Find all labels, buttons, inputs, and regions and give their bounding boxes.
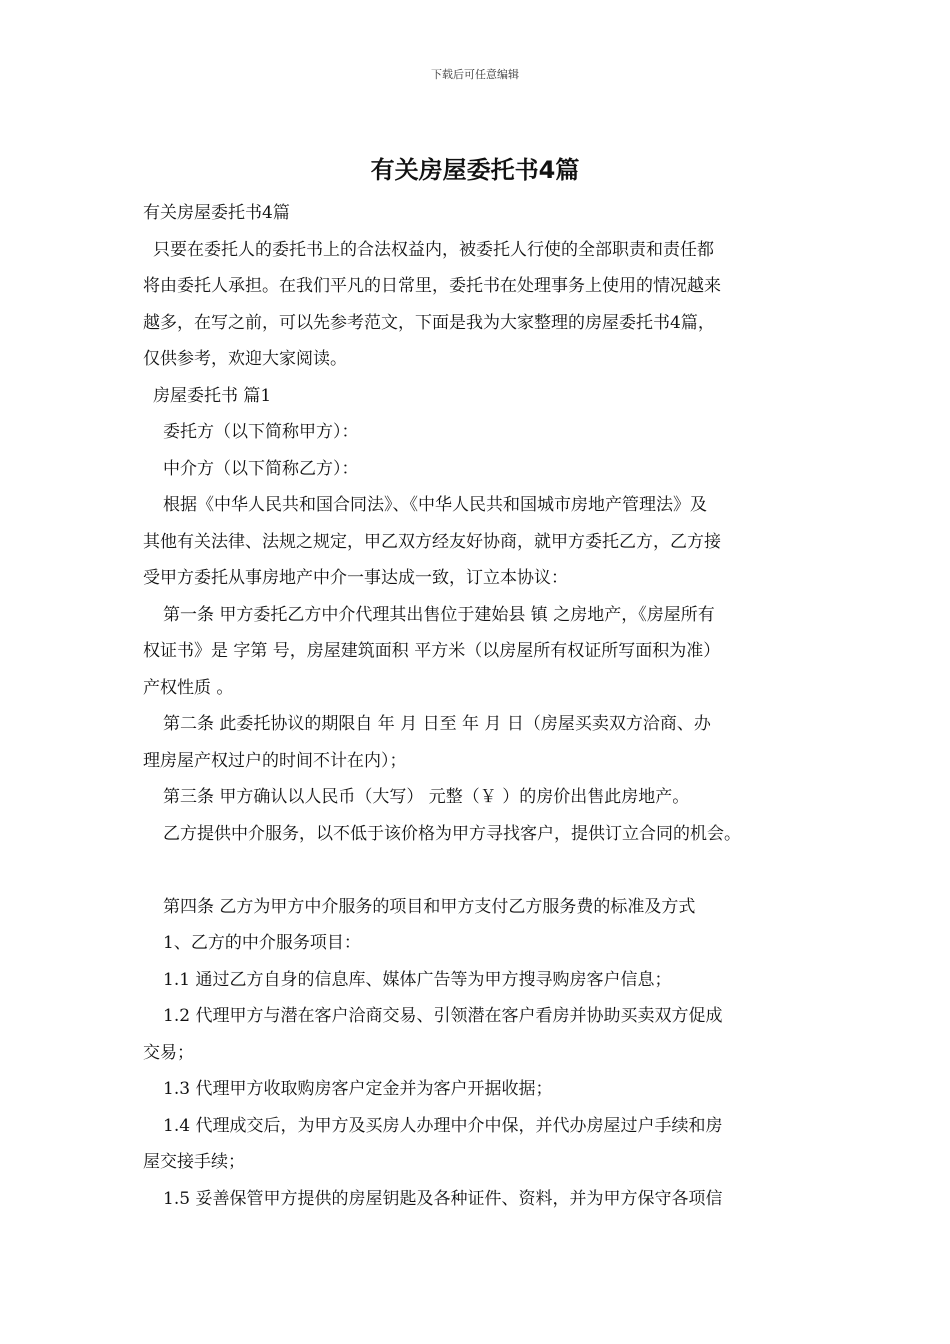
paragraph-line: 受甲方委托从事房地产中介一事达成一致，订立本协议： <box>143 568 568 588</box>
paragraph-line: 中介方（以下简称乙方）： <box>163 458 359 479</box>
paragraph-line: 仅供参考，欢迎大家阅读。 <box>143 349 347 369</box>
paragraph-line: 其他有关法律、法规之规定，甲乙双方经友好协商，就甲方委托乙方，乙方接 <box>143 531 721 552</box>
paragraph-line: 产权性质 。 <box>143 677 234 698</box>
paragraph-line: 第三条 甲方确认以人民币（大写） 元整（￥ ）的房价出售此房地产。 <box>163 787 690 807</box>
paragraph-line: 1.4 代理成交后，为甲方及买房人办理中介中保，并代办房屋过户手续和房 <box>163 1115 723 1136</box>
paragraph-line: 1.1 通过乙方自身的信息库、媒体广告等为甲方搜寻购房客户信息； <box>163 969 672 990</box>
paragraph-line: 将由委托人承担。在我们平凡的日常里，委托书在处理事务上使用的情况越来 <box>143 276 721 296</box>
document-title: 有关房屋委托书4篇 <box>370 156 580 184</box>
paragraph-line: 越多，在写之前，可以先参考范文，下面是我为大家整理的房屋委托书4篇， <box>143 312 715 333</box>
paragraph-line: 屋交接手续； <box>143 1152 245 1172</box>
paragraph-line: 权证书》是 字第 号，房屋建筑面积 平方米（以房屋所有权证所写面积为准） <box>143 641 721 661</box>
paragraph-line: 第一条 甲方委托乙方中介代理其出售位于建始县 镇 之房地产，《房屋所有 <box>163 604 715 625</box>
paragraph-line: 1.3 代理甲方收取购房客户定金并为客户开据收据； <box>163 1079 553 1099</box>
paragraph-line: 1.5 妥善保管甲方提供的房屋钥匙及各种证件、资料，并为甲方保守各项信 <box>163 1188 723 1209</box>
paragraph-line: 有关房屋委托书4篇 <box>143 203 290 223</box>
document-body <box>143 195 823 1217</box>
blank-line <box>143 852 823 889</box>
header-note: 下载后可任意编辑 <box>431 68 519 81</box>
paragraph-line: 交易； <box>143 1042 194 1063</box>
paragraph-line: 理房屋产权过户的时间不计在内）； <box>143 750 407 771</box>
paragraph-line: 房屋委托书 篇1 <box>153 385 272 406</box>
paragraph-line: 根据《中华人民共和国合同法》、《中华人民共和国城市房地产管理法》及 <box>163 495 707 515</box>
paragraph-line: 乙方提供中介服务，以不低于该价格为甲方寻找客户，提供订立合同的机会。 <box>163 823 741 844</box>
paragraph-line: 第四条 乙方为甲方中介服务的项目和甲方支付乙方服务费的标准及方式 <box>163 896 696 917</box>
paragraph-line: 只要在委托人的委托书上的合法权益内，被委托人行使的全部职责和责任都 <box>153 239 714 260</box>
paragraph-line: 委托方（以下简称甲方）： <box>163 422 359 442</box>
paragraph-line: 1、乙方的中介服务项目： <box>163 933 361 953</box>
paragraph-line: 第二条 此委托协议的期限自 年 月 日至 年 月 日（房屋买卖双方洽商、办 <box>163 714 711 734</box>
paragraph-line: 1.2 代理甲方与潜在客户洽商交易、引领潜在客户看房并协助买卖双方促成 <box>163 1006 723 1026</box>
